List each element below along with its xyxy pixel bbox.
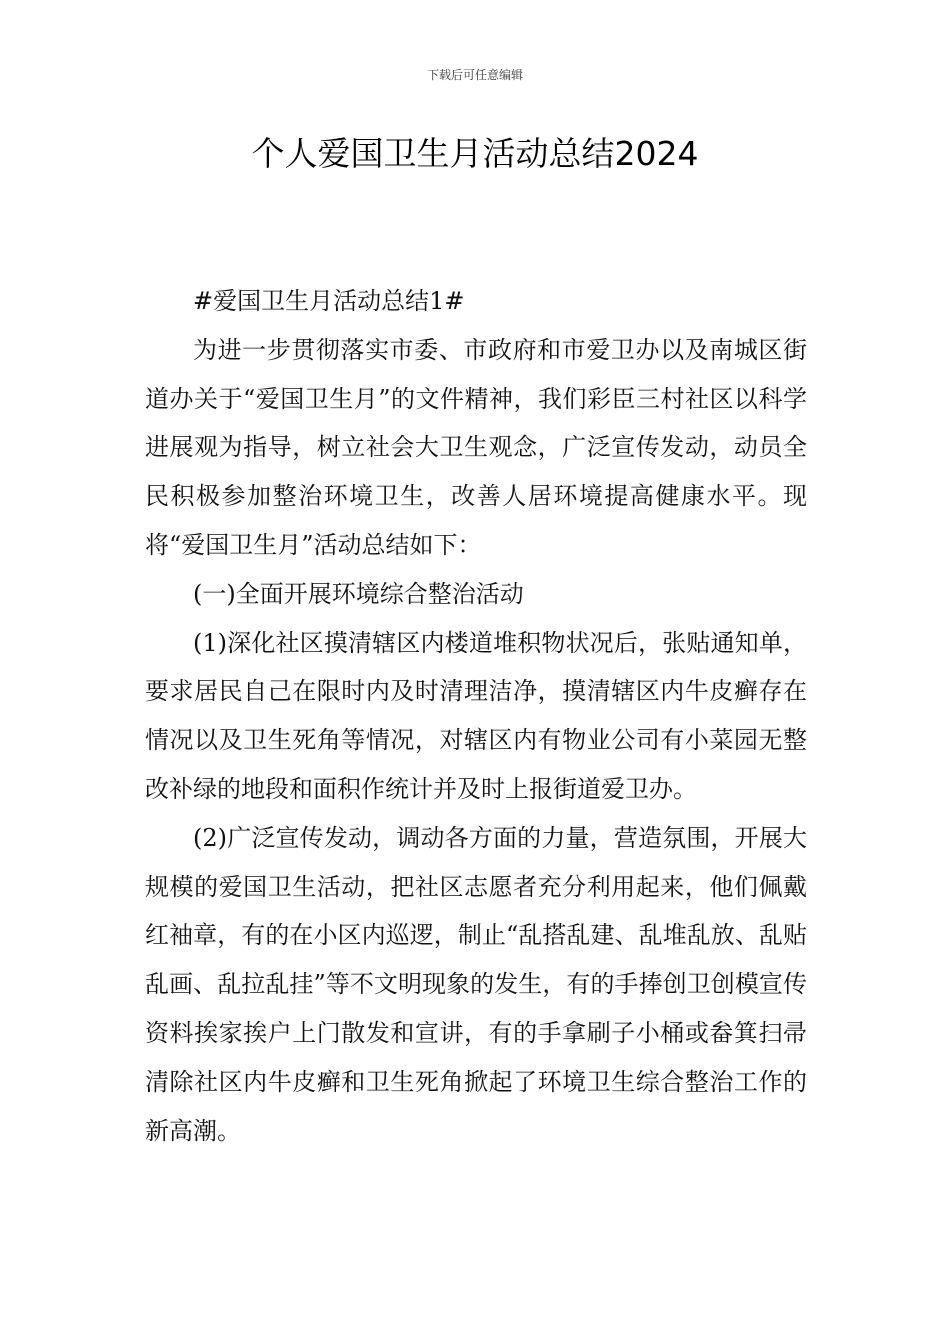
body-paragraph: (2)广泛宣传发动，调动各方面的力量，营造氛围，开展大规模的爱国卫生活动，把社区志愿者充分利用起来，他们佩戴红袖章，有的在小区内巡逻，制止“乱搭乱建、乱堆乱放、乱贴乱画、乱拉乱挂”等不文明现象的发生，有的手捧创卫创模宣传资料挨家挨户上门散发和宣讲，有的手拿刷子小桶或畚箕扫帚清除社区内牛皮癣和卫生死角掀起了环境卫生综合整治工作的新高潮。 — [145, 823, 807, 1145]
header-note: 下载后可任意编辑 — [426, 68, 523, 82]
document-title: 个人爱国卫生月活动总结2024 — [251, 134, 699, 173]
intro-paragraph: 为进一步贯彻落实市委、市政府和市爱卫办以及南城区街道办关于“爱国卫生月”的文件精神，我们彩臣三村社区以科学进展观为指导，树立社会大卫生观念，广泛宣传发动，动员全民积极参加整治环境卫生，改善人居环境提高健康水平。现将“爱国卫生月”活动总结如下： — [145, 335, 807, 559]
section-heading: #爱国卫生月活动总结1# — [193, 287, 465, 315]
subsection-heading: (一)全面开展环境综合整治活动 — [193, 579, 524, 608]
document-body — [145, 277, 807, 1155]
body-paragraph: (1)深化社区摸清辖区内楼道堆积物状况后，张贴通知单，要求居民自己在限时内及时清理洁净，摸清辖区内牛皮癣存在情况以及卫生死角等情况，对辖区内有物业公司有小菜园无整改补绿的地段和面积作统计并及时上报街道爱卫办。 — [145, 628, 807, 803]
